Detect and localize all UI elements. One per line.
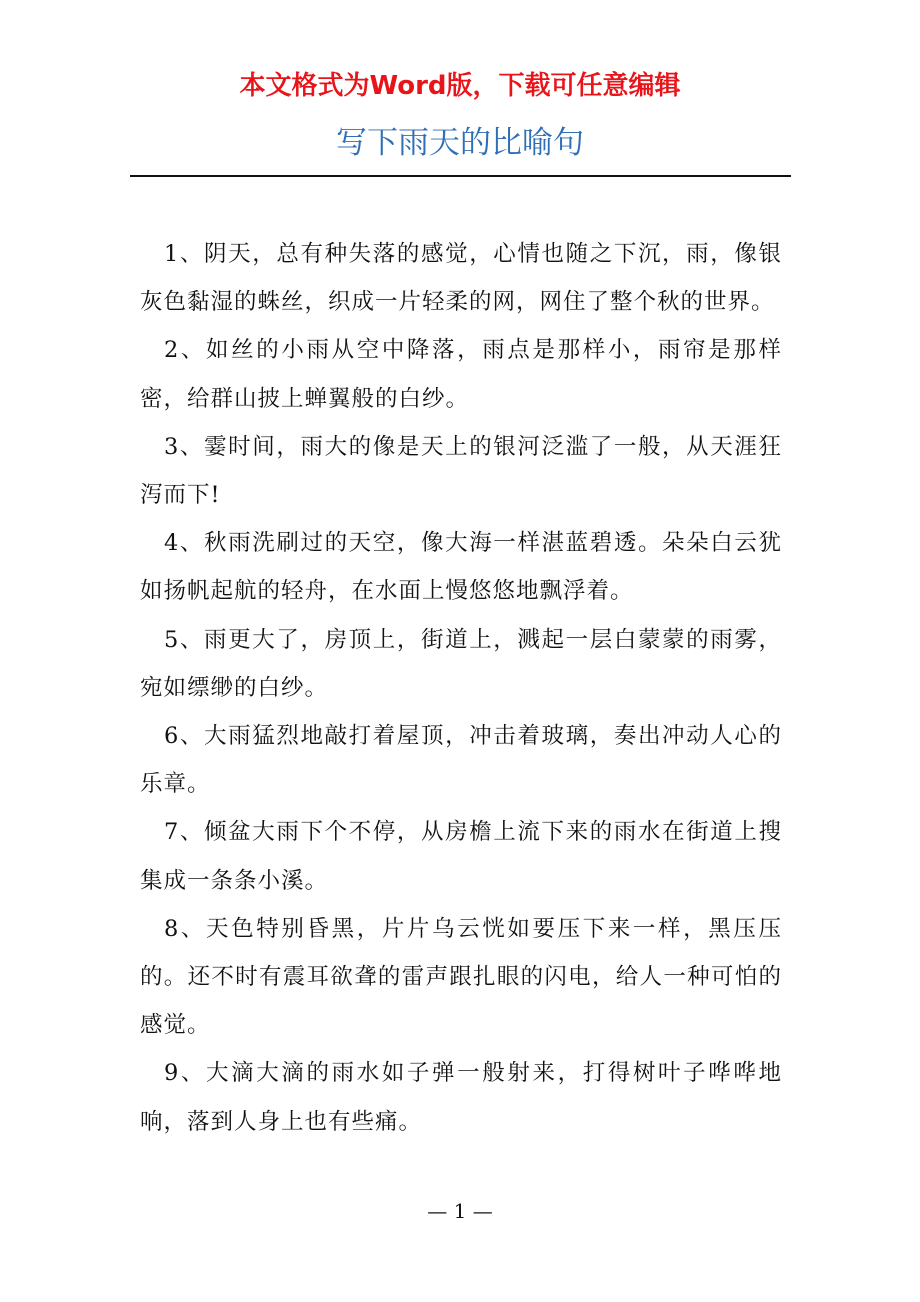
paragraph-3: 3、霎时间，雨大的像是天上的银河泛滥了一般，从天涯狂泻而下! [140, 433, 782, 509]
paragraph-8: 8、天色特别昏黑，片片乌云恍如要压下来一样，黑压压的。还不时有震耳欲聋的雷声跟扎眼的闪电，给人一种可怕的感觉。 [140, 915, 782, 1039]
title-divider [130, 175, 791, 177]
paragraph-6: 6、大雨猛烈地敲打着屋顶，冲击着玻璃，奏出冲动人心的乐章。 [140, 723, 782, 798]
paragraph-2: 2、如丝的小雨从空中降落，雨点是那样小，雨帘是那样密，给群山披上蝉翼般的白纱。 [140, 337, 782, 412]
page-number: — 1 — [427, 1199, 493, 1223]
paragraph-9: 9、大滴大滴的雨水如子弹一般射来，打得树叶子哗哗地响，落到人身上也有些痛。 [140, 1060, 782, 1135]
paragraph-5: 5、雨更大了，房顶上，街道上，溅起一层白蒙蒙的雨雾，宛如缥缈的白纱。 [140, 626, 782, 701]
paragraph-1: 1、阴天，总有种失落的感觉，心情也随之下沉，雨，像银灰色黏湿的蛛丝，织成一片轻柔的网，网住了整个秋的世界。 [140, 241, 782, 316]
paragraph-4: 4、秋雨洗刷过的天空，像大海一样湛蓝碧透。朵朵白云犹如扬帆起航的轻舟，在水面上慢悠悠地飘浮着。 [140, 530, 782, 605]
page-title: 写下雨天的比喻句 [336, 125, 584, 161]
document-body [140, 230, 782, 1146]
format-banner: 本文格式为Word版，下载可任意编辑 [239, 71, 681, 101]
paragraph-7: 7、倾盆大雨下个不停，从房檐上流下来的雨水在街道上搜集成一条条小溪。 [140, 819, 782, 894]
